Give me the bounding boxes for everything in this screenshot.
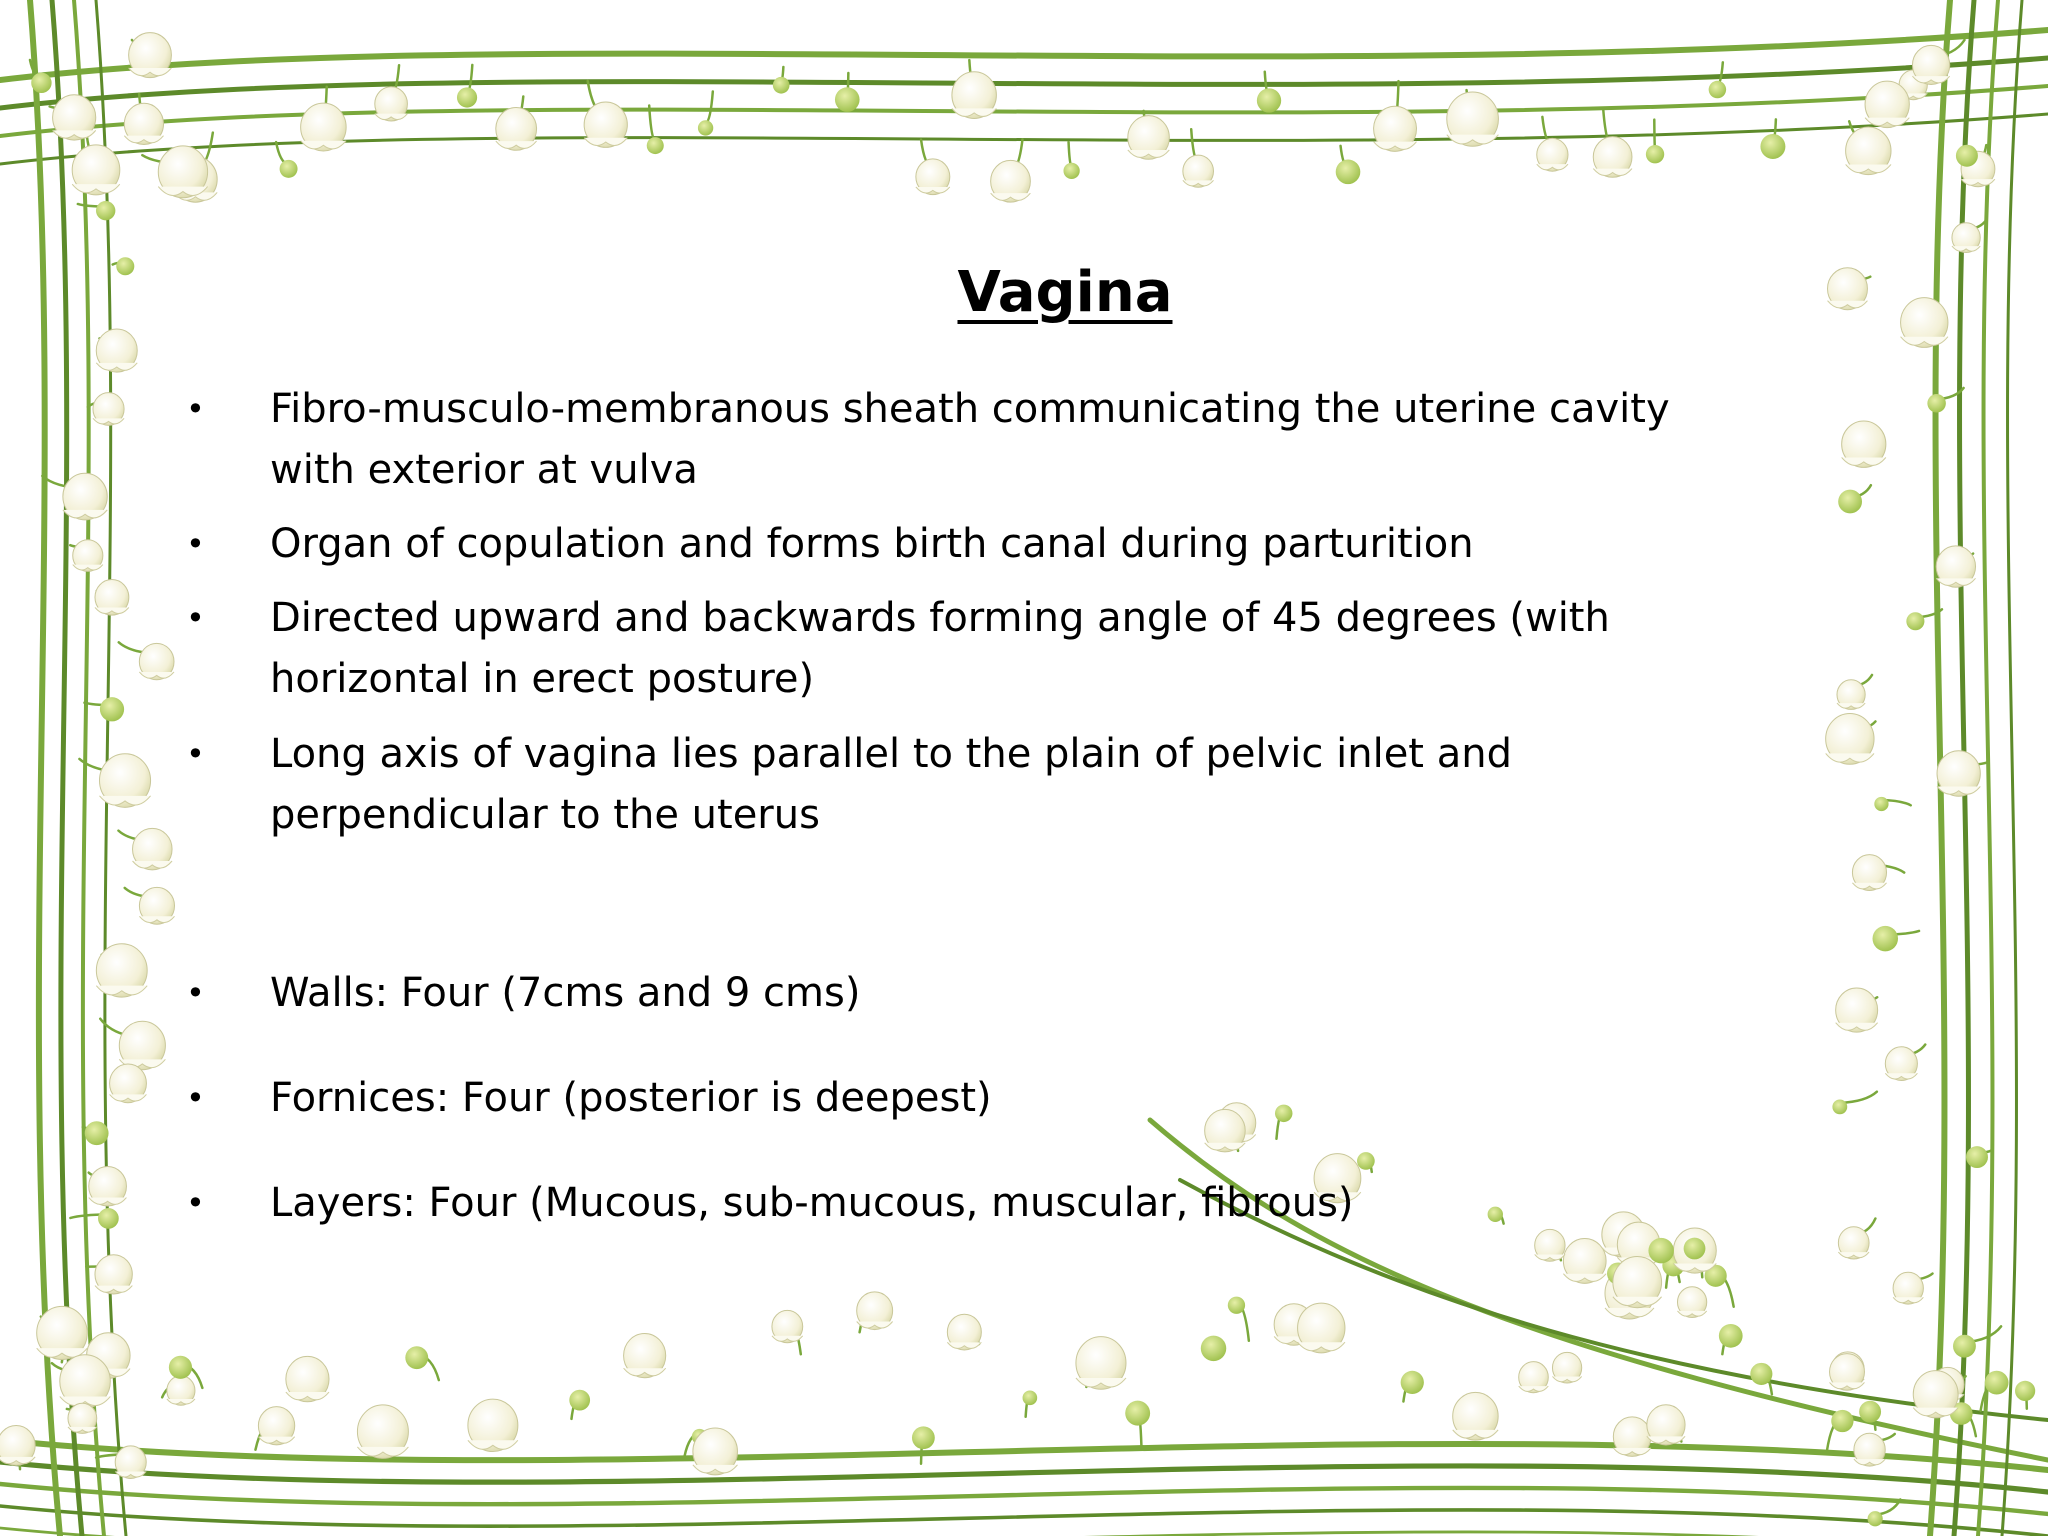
- bullet-text: Layers: Four (Mucous, sub-mucous, muscular, fibrous): [270, 1180, 1354, 1226]
- list-item: [186, 588, 1766, 710]
- bullet-text: Fibro-musculo-membranous sheath communicating the uterine cavity with exterior at vulva: [270, 386, 1670, 493]
- list-item: [186, 724, 1766, 846]
- bullet-text: Organ of copulation and forms birth canal during parturition: [270, 521, 1474, 567]
- bullet-text: Fornices: Four (posterior is deepest): [270, 1075, 992, 1121]
- bullet-text: Directed upward and backwards forming angle of 45 degrees (with horizontal in erect posture): [270, 595, 1610, 702]
- bullet-icon: •: [186, 735, 205, 773]
- bullet-icon: •: [186, 599, 205, 637]
- list-item: [186, 963, 1766, 1024]
- bullet-text: Walls: Four (7cms and 9 cms): [270, 970, 861, 1016]
- bullet-icon: •: [186, 1184, 205, 1222]
- list-item: [186, 514, 1766, 575]
- slide-title: Vagina: [957, 260, 1173, 325]
- list-item: [186, 1173, 1766, 1234]
- bullet-text: Long axis of vagina lies parallel to the plain of pelvic inlet and perpendicular to the uterus: [270, 731, 1512, 838]
- bullet-icon: •: [186, 525, 205, 563]
- list-item: [186, 379, 1766, 501]
- bullet-icon: •: [186, 1079, 205, 1117]
- bullet-icon: •: [186, 974, 205, 1012]
- bullet-icon: •: [186, 390, 205, 428]
- list-item: [186, 1068, 1766, 1129]
